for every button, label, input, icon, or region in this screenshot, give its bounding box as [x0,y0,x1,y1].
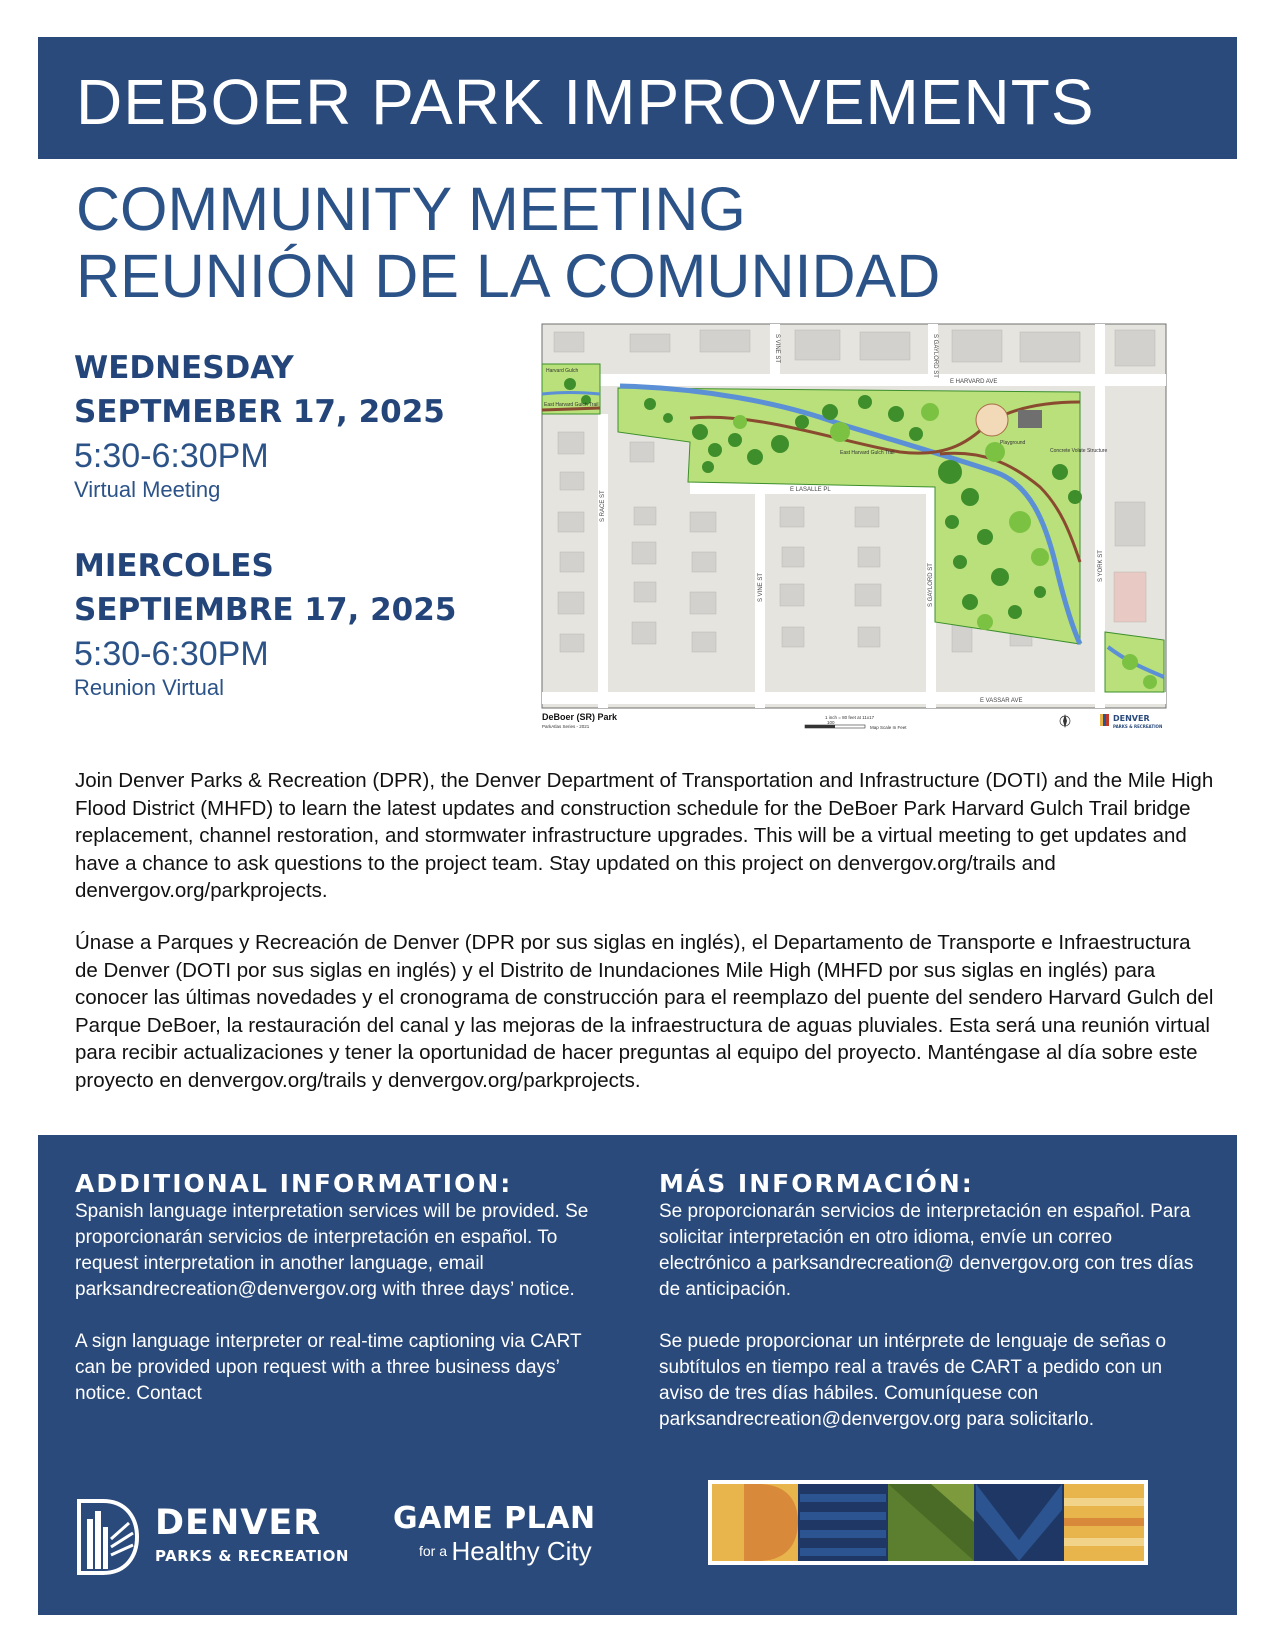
map-logo-name: DENVER [1113,714,1150,723]
description-english: Join Denver Parks & Recreation (DPR), the Denver Department of Transportation and Infrastructure (DOTI) and the Mile High Flood District (MHFD) to learn the latest updates and construction schedule for the DeBoer Park Harvard Gulch Trail bridge replacement, channel restoration, and stormwater infrastructure upgrades. This will be a virtual meeting to get updates and have a chance to ask questions to the project team. Stay updated on this project on denvergov.org/trails and denvergov.org/parkprojects. [75,769,1214,902]
creek-west [542,393,600,395]
dpr-logo [75,1497,365,1577]
building [782,547,804,567]
map-series: ParkAtlas Series - 2021 [542,724,590,729]
building [795,330,840,360]
subtitle-english: COMMUNITY MEETING [76,175,746,243]
label-lasalle: E LASALLE PL [790,487,831,493]
info-heading-english: ADDITIONAL INFORMATION: [75,1169,513,1198]
tree [921,403,939,421]
letter-e2 [1064,1484,1144,1561]
building [560,634,584,652]
structure-icon [1018,410,1042,428]
road-race [598,414,608,708]
road-york [1095,324,1105,708]
building [858,547,880,567]
label-gaylord-north: S GAYLORD ST [932,334,938,378]
weekday-english: WEDNESDAY [74,350,294,386]
info-interpretation-english: Spanish language interpretation services will be provided. Se proporcionarán servicios de interpretación en español. To request interpretation in another language, email parksandrecreation@denvergov.org with three days’ notice. [75,1201,589,1300]
label-vine-south: S VINE ST [758,572,764,602]
tree [702,461,714,473]
tree [644,398,656,410]
time-english: 5:30-6:30PM [74,437,269,475]
label-trail-west: East Harvard Gulch Trail [544,402,599,408]
time-spanish: 5:30-6:30PM [74,635,269,673]
building [558,592,584,614]
building [554,332,584,352]
building [560,472,584,490]
tree [822,404,838,420]
info-sign-language-english: A sign language interpreter or real-time captioning via CART can be provided upon request with a three business days’ notice. Contact [75,1331,582,1404]
building [780,507,804,527]
tree [953,555,967,569]
scale-bar-fill [805,725,835,728]
info-interpretation-spanish: Se proporcionarán servicios de interpretación en español. Para solicitar interpretación en otro idioma, envíe un correo electrónico a parksandrecreation@ denvergov.org con tres días de anticipación. [659,1201,1194,1300]
road-vassar [542,692,1166,704]
letter-n [888,1484,974,1561]
building [632,542,656,564]
label-structure: Concrete Volute Structure [1050,448,1108,454]
label-race: S RACE ST [600,490,606,522]
label-playground: Playground [1000,440,1026,446]
map-scale-unit: Map Scale In Feet [870,725,907,730]
tree [962,594,978,610]
meeting-subtitle [76,176,940,310]
tree [888,406,904,422]
building [692,632,716,652]
date-english: SEPTMEBER 17, 2025 [74,394,445,430]
info-english [75,1169,615,1407]
tree [795,415,809,429]
building [700,330,750,352]
tree [728,433,742,447]
building [1020,332,1080,362]
building [952,330,1002,362]
building [780,584,804,606]
info-spanish [659,1169,1199,1433]
label-gaylord-south: S GAYLORD ST [928,563,934,607]
tree [961,488,979,506]
building [855,584,881,606]
building [634,507,656,525]
mode-english: Virtual Meeting [74,477,221,502]
weekday-spanish: MIERCOLES [74,548,274,584]
meeting-schedule [74,346,494,702]
tree [1068,490,1082,504]
building [630,442,654,462]
tree [1034,586,1046,598]
park-map [540,322,1194,746]
building [1115,330,1155,366]
game-plan-title: GAME PLAN [393,1501,596,1536]
tree [771,435,789,453]
date-spanish: SEPTIEMBRE 17, 2025 [74,592,457,628]
tree [747,449,763,465]
building [560,552,584,572]
tree [1052,464,1068,480]
building [632,622,656,644]
map-scale-value: 100 [827,720,835,725]
denver-brand-logo [708,1480,1148,1565]
title-banner [38,37,1237,159]
label-harvard: E HARVARD AVE [950,379,998,385]
building [690,592,716,614]
dpr-logo-sub: PARKS & RECREATION [155,1547,349,1565]
playground-icon [976,404,1008,436]
tree [830,422,850,442]
building [630,334,670,352]
page-title: DEBOER PARK IMPROVEMENTS [76,66,1095,138]
tree [564,378,576,390]
tree [858,395,872,409]
schedule-english [74,346,494,504]
dpr-logo-name: DENVER [155,1503,322,1543]
info-sign-language-spanish: Se puede proporcionar un intérprete de lenguaje de señas o subtítulos en tiempo real a través de CART a pedido con un aviso de tres días hábiles. Comuníquese con parksandrecreation@denvergov.org para solicitarlo. [659,1331,1167,1430]
building [1115,502,1145,546]
tree [1031,548,1049,566]
letter-d [712,1484,798,1561]
info-heading-spanish: MÁS INFORMACIÓN: [659,1169,974,1198]
map-title: DeBoer (SR) Park [542,712,618,722]
label-trail-center: East Harvard Gulch Trail [840,450,895,456]
building [692,552,716,572]
building [782,627,804,647]
tree [1143,675,1157,689]
label-vine-north: S VINE ST [774,334,780,364]
tree [733,415,747,429]
tree [909,427,923,441]
tree [977,614,993,630]
building [855,507,879,527]
tree [945,515,959,529]
game-plan-for: for a [419,1543,448,1559]
game-plan-healthy: Healthy City [451,1536,592,1566]
subtitle-spanish: REUNIÓN DE LA COMUNIDAD [76,242,941,310]
building [1114,572,1146,622]
dpr-logo-icon [75,1497,141,1577]
map-scale-note: 1 inch = 80 feet at 11x17 [825,715,875,720]
tree [977,529,993,545]
map-logo-sub: PARKS & RECREATION [1113,724,1163,729]
tree [663,413,673,423]
description-spanish: Únase a Parques y Recreación de Denver (DPR por sus siglas en inglés), el Departamento de Transporte e Infraestructura de Denver (DOTI por sus siglas en inglés) y el Distrito de Inundaciones Mile High (MHFD por sus siglas en inglés) para conocer las últimas novedades y el cronograma de construcción para el reemplazo del puente del sendero Harvard Gulch del Parque DeBoer, la restauración del canal y las mejoras de la infraestructura de aguas pluviales. Esta será una reunión virtual para recibir actualizaciones y tener la oportunidad de hacer preguntas al equipo del proyecto. Manténgase al día sobre este proyecto en denvergov.org/trails y denvergov.org/parkprojects. [75,931,1214,1092]
tree [1009,511,1031,533]
building [858,627,880,647]
tree [991,568,1009,586]
building [558,432,584,454]
tree [1008,605,1022,619]
schedule-spanish [74,544,494,702]
mode-spanish: Reunion Virtual [74,675,225,700]
label-vassar: E VASSAR AVE [980,698,1023,704]
tree [708,443,722,457]
letter-v [976,1484,1062,1561]
building [634,582,656,602]
letter-e [800,1484,886,1561]
building [860,332,910,360]
game-plan-logo [393,1502,633,1572]
tree [1122,654,1138,670]
tree [938,460,962,484]
label-harvard-gulch: Harvard Gulch [546,368,579,374]
building [690,512,716,532]
game-plan-subtitle [419,1536,633,1571]
label-york: S YORK ST [1098,550,1104,582]
building [558,512,584,532]
tree [692,424,708,440]
info-panel [38,1135,1237,1615]
